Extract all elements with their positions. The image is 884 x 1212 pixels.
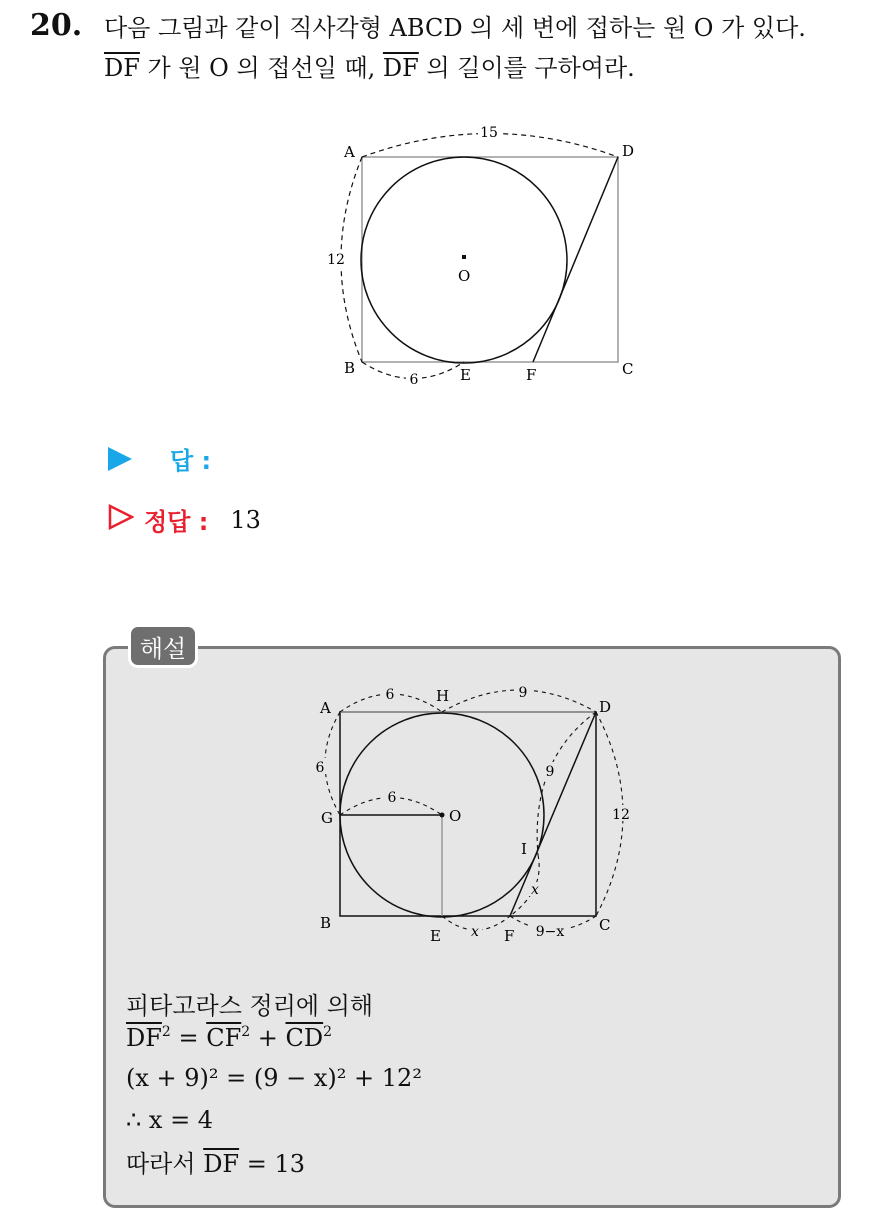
point-label-a: A (344, 143, 355, 161)
dim-label-top: 15 (480, 125, 498, 141)
label-b2: B (320, 914, 332, 932)
question-line-2-a: 가 원 O 의 접선일 때, (139, 54, 383, 82)
question-number: 20. (30, 8, 83, 43)
label-g: G (321, 809, 333, 827)
play-triangle-icon (108, 447, 132, 471)
correct-answer-label: 정답 : (144, 508, 209, 536)
segment-df: $\overline{DF}$ (126, 1024, 162, 1052)
solution-tab: 해설 (128, 624, 198, 668)
segment-cd: $\overline{CD}$ (285, 1024, 324, 1052)
equals-sign: = (170, 1024, 207, 1052)
correct-answer-value: 13 (230, 505, 261, 534)
label-c2: C (599, 916, 611, 934)
label-o2: O (449, 807, 462, 825)
rectangle-abcd-2 (340, 712, 596, 916)
dim-fc: 9−x (535, 924, 565, 940)
dim-go: 6 (387, 790, 397, 806)
point-label-f: F (526, 366, 537, 384)
correct-answer-row (108, 502, 261, 537)
label-h: H (436, 687, 450, 705)
segment-df: $\overline{DF}$ (203, 1150, 240, 1178)
dim-label-bottom: 6 (409, 372, 419, 388)
center-point (462, 255, 466, 259)
dim-hd: 9 (518, 685, 528, 701)
point-label-e: E (460, 366, 471, 384)
conclusion-suffix: = 13 (239, 1150, 305, 1178)
point-label-b: B (344, 359, 356, 377)
answer-row (108, 441, 211, 476)
solution-equation-2: (x + 9)² = (9 − x)² + 12² (126, 1064, 422, 1092)
solution-equation-4 (126, 1144, 305, 1179)
point-label-c: C (622, 360, 634, 378)
dim-ah: 6 (385, 687, 395, 703)
solution-equation-1 (126, 1024, 332, 1052)
label-e2: E (430, 927, 441, 945)
circle-o (361, 157, 567, 363)
rectangle-abcd (362, 157, 618, 362)
label-d2: D (599, 698, 612, 716)
dim-di: 9 (545, 764, 555, 780)
plus-sign: + (250, 1024, 286, 1052)
exponent: 2 (161, 1024, 171, 1040)
outline-triangle-icon (108, 504, 134, 536)
segment-df: $\overline{DF}$ (104, 54, 140, 82)
solution-line-1: 피타고라스 정리에 의해 (126, 992, 374, 1020)
label-a2: A (320, 699, 331, 717)
answer-label: 답 : (170, 447, 212, 475)
dim-if: x (531, 882, 539, 898)
point-label-o: O (458, 267, 471, 285)
problem-figure (300, 115, 660, 399)
conclusion-prefix: 따라서 (126, 1150, 204, 1178)
solution-equation-3: ∴ x = 4 (126, 1106, 214, 1134)
dim-dc: 12 (612, 807, 630, 823)
tangent-df-2 (510, 712, 596, 916)
question-line-2 (104, 50, 635, 86)
exponent: 2 (241, 1024, 251, 1040)
dim-ef: x (471, 924, 479, 940)
label-f2: F (504, 927, 515, 945)
tangent-df (533, 157, 618, 362)
dim-label-left: 12 (327, 252, 345, 268)
segment-df: $\overline{DF}$ (382, 54, 419, 82)
solution-figure (300, 680, 640, 954)
question-line-2-b: 의 길이를 구하여라. (418, 54, 635, 82)
point-label-d: D (622, 142, 635, 160)
dim-ag: 6 (315, 760, 325, 776)
label-i: I (521, 840, 527, 858)
question-line-1: 다음 그림과 같이 직사각형 ABCD 의 세 변에 접하는 원 O 가 있다. (104, 14, 806, 42)
exponent: 2 (323, 1024, 333, 1040)
segment-cf: $\overline{CF}$ (206, 1024, 242, 1052)
